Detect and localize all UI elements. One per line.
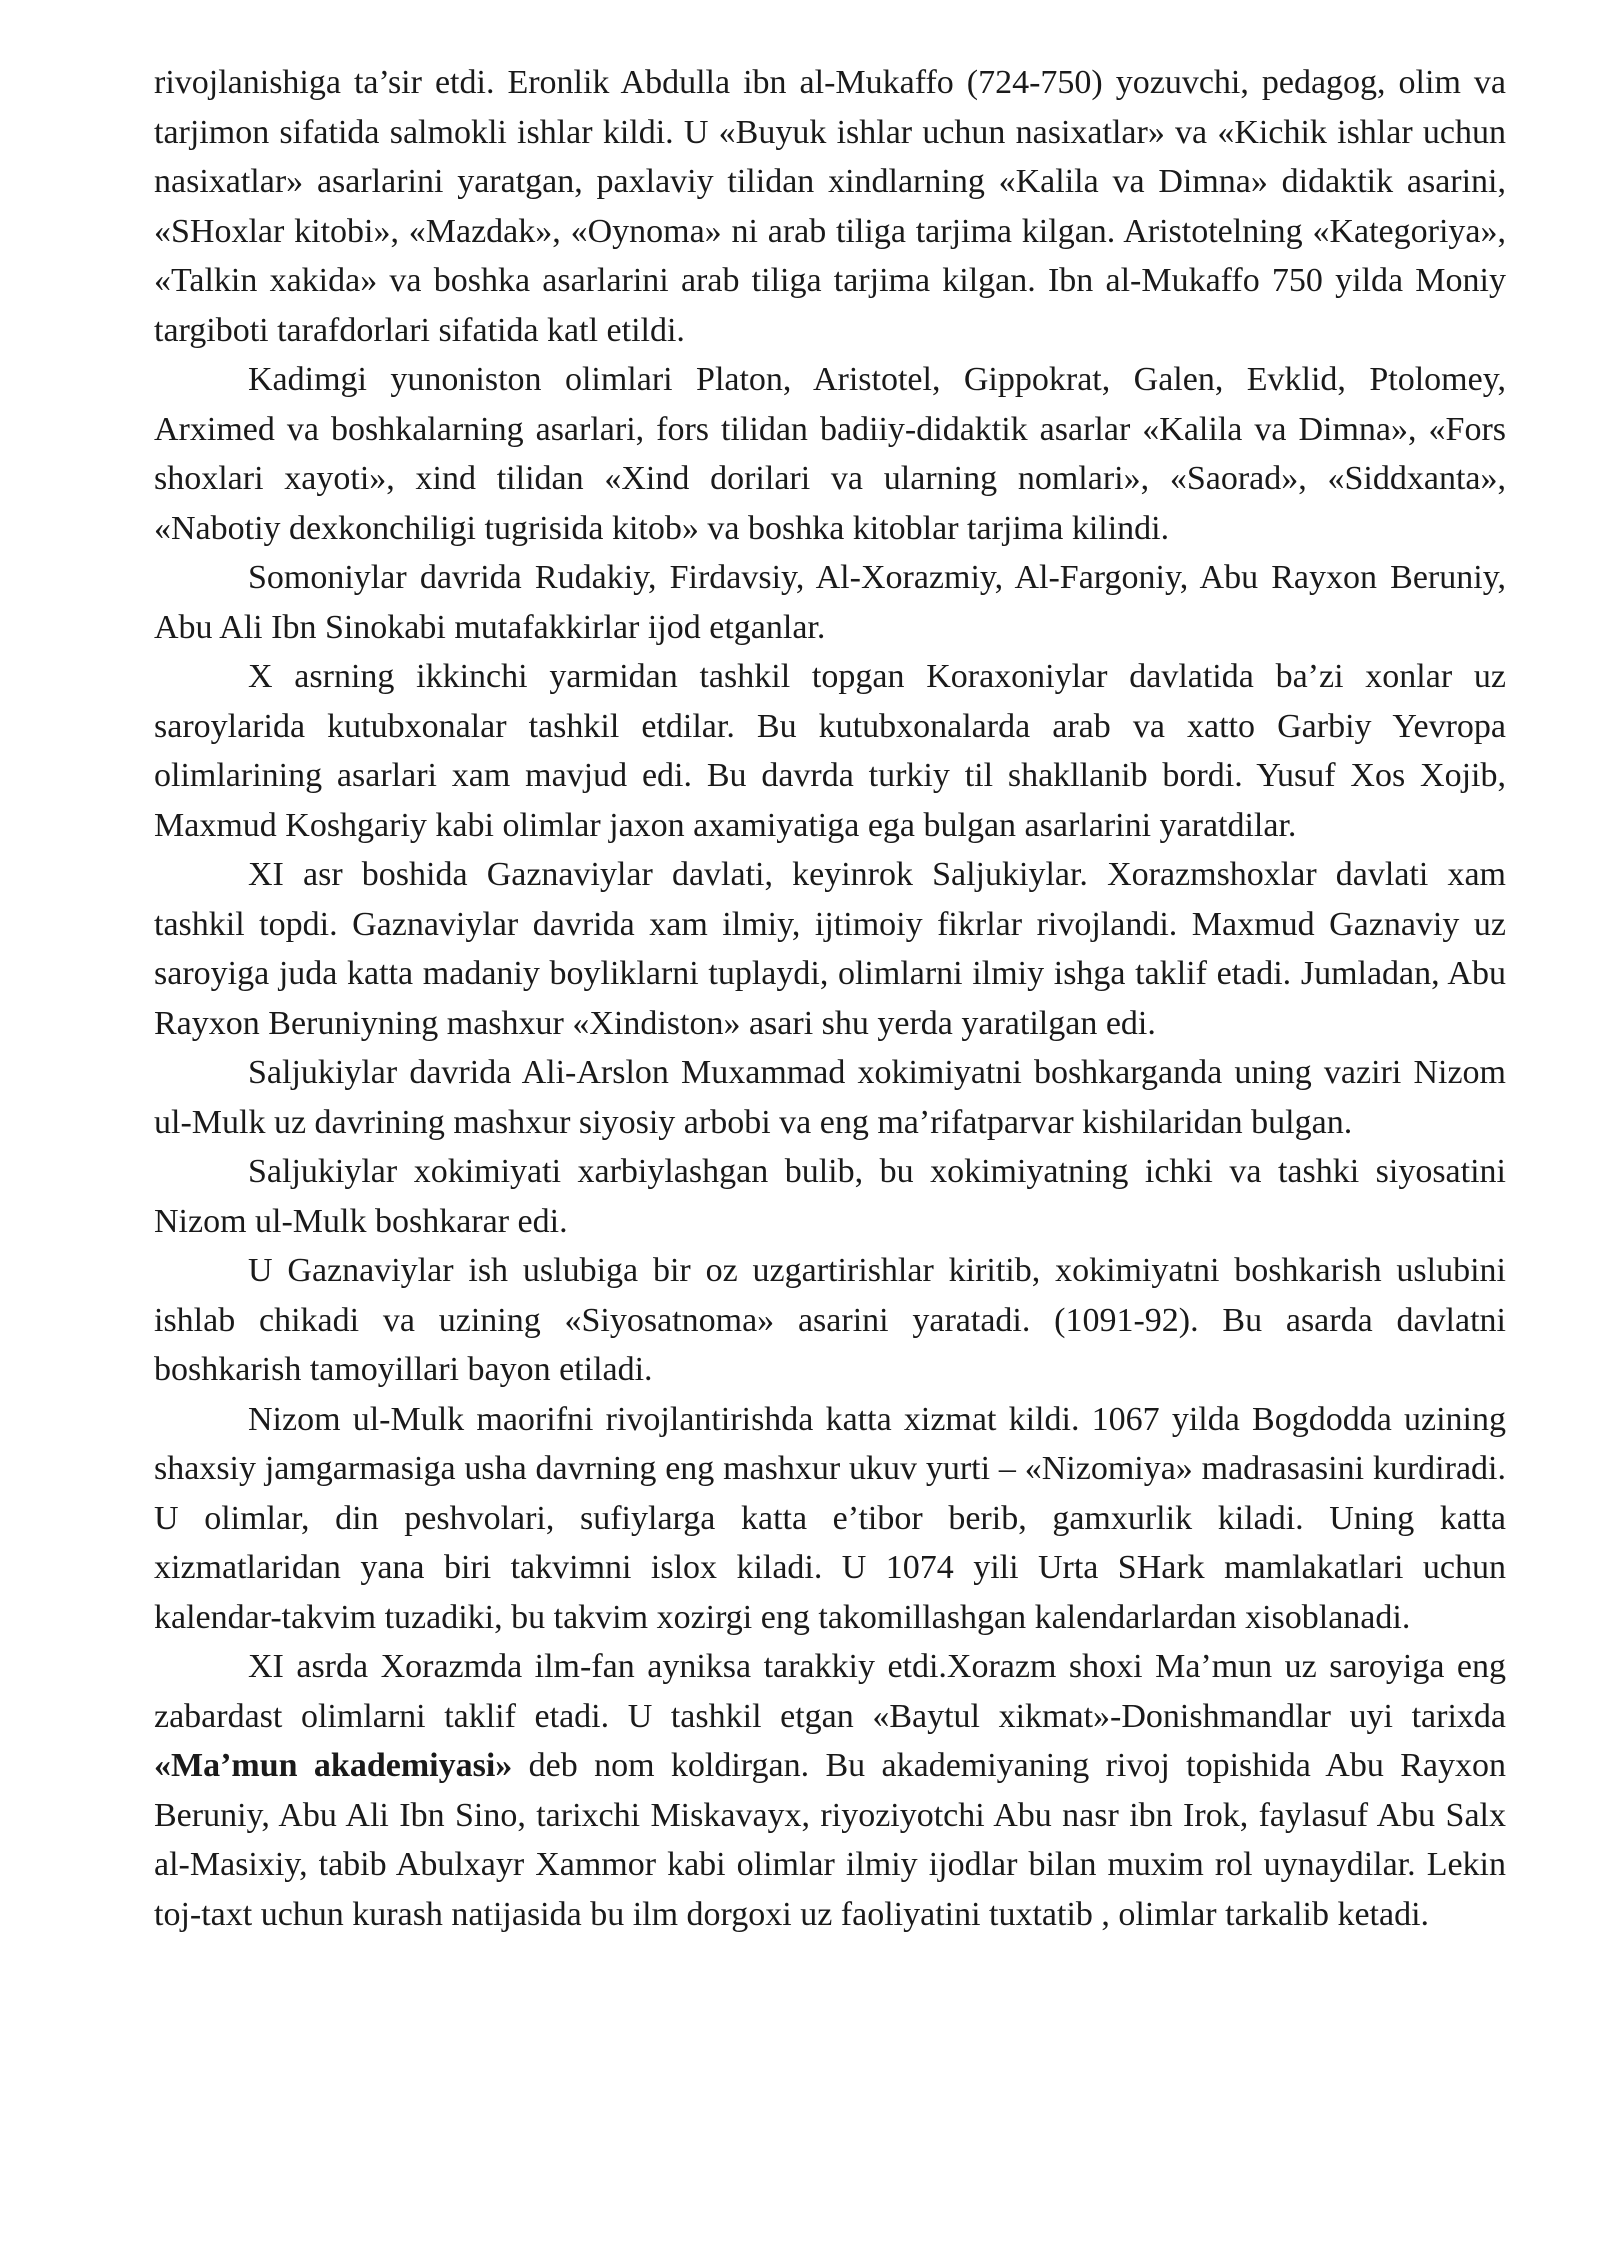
mamun-academy-title: «Ma’mun akademiyasi» (154, 1747, 513, 1784)
document-page (154, 58, 1506, 1939)
paragraph-gaznaviylar: XI asr boshida Gaznaviylar davlati, keyinrok Saljukiylar. Xorazmshoxlar davlati xam tashkil topdi. Gaznaviylar davrida xam ilmiy, ijtimoiy fikrlar rivojlandi. Maxmud Gaznaviy uz saroyiga juda katta madaniy boyliklarni tuplaydi, olimlarni ilmiy ishga taklif etadi. Jumladan, Abu Rayxon Beruniyning mashxur «Xindiston» asari shu yerda yaratilgan edi. (154, 856, 1506, 1042)
paragraph-mamun-academy (154, 1642, 1506, 1939)
paragraph-mamun-text-before: XI asrda Xorazmda ilm-fan ayniksa tarakkiy etdi.Xorazm shoxi Ma’mun uz saroyiga eng zabardast olimlarni taklif etadi. U tashkil etgan «Baytul xikmat»-Donishmandlar uyi tarixda (154, 1648, 1506, 1735)
paragraph-saljukiylar: Saljukiylar davrida Ali-Arslon Muxammad xokimiyatni boshkarganda uning vaziri Nizom ul-Mulk uz davrining mashxur siyosiy arbobi va eng ma’rifatparvar kishilaridan bulgan. (154, 1054, 1506, 1141)
paragraph-saljukiylar-power: Saljukiylar xokimiyati xarbiylashgan bulib, bu xokimiyatning ichki va tashki siyosatini Nizom ul-Mulk boshkarar edi. (154, 1153, 1506, 1240)
paragraph-siyosatnoma: U Gaznaviylar ish uslubiga bir oz uzgartirishlar kiritib, xokimiyatni boshkarish uslubini ishlab chikadi va uzining «Siyosatnoma» asarini yaratadi. (1091-92). Bu asarda davlatni boshkarish tamoyillari bayon etiladi. (154, 1252, 1506, 1388)
paragraph-nizom-ul-mulk: Nizom ul-Mulk maorifni rivojlantirishda katta xizmat kildi. 1067 yilda Bogdodda uzining shaxsiy jamgarmasiga usha davrning eng mashxur ukuv yurti – «Nizomiya» madrasasini kurdiradi. U olimlar, din peshvolari, sufiylarga katta e’tibor berib, gamxurlik kiladi. Uning katta xizmatlaridan yana biri takvimni islox kiladi. U 1074 yili Urta SHark mamlakatlari uchun kalendar-takvim tuzadiki, bu takvim xozirgi eng takomillashgan kalendarlardan xisoblanadi. (154, 1400, 1506, 1636)
paragraph-translations: Kadimgi yunoniston olimlari Platon, Aristotel, Gippokrat, Galen, Evklid, Ptolomey, Arximed va boshkalarning asarlari, fors tilidan badiiy-didaktik asarlar «Kalila va Dimna», «Fors shoxlari xayoti», xind tilidan «Xind dorilari va ularning nomlari», «Saorad», «Siddxanta», «Nabotiy dexkonchiligi tugrisida kitob» va boshka kitoblar tarjima kilindi. (154, 361, 1506, 547)
paragraph-continuation: rivojlanishiga ta’sir etdi. Eronlik Abdulla ibn al-Mukaffo (724-750) yozuvchi, pedagog, olim va tarjimon sifatida salmokli ishlar kildi. U «Buyuk ishlar uchun nasixatlar» va «Kichik ishlar uchun nasixatlar» asarlarini yaratgan, paxlaviy tilidan xindlarning «Kalila va Dimna» didaktik asarini, «SHoxlar kitobi», «Mazdak», «Oynoma» ni arab tiliga tarjima kilgan. Aristotelning «Kategoriya», «Talkin xakida» va boshka asarlarini arab tiliga tarjima kilgan. Ibn al-Mukaffo 750 yilda Moniy targiboti tarafdorlari sifatida katl etildi. (154, 64, 1506, 349)
paragraph-mamun-text-after: deb nom koldirgan. Bu akademiyaning rivoj topishida Abu Rayxon Beruniy, Abu Ali Ibn Sino, tarixchi Miskavayx, riyoziyotchi Abu nasr ibn Irok, faylasuf Abu Salx al-Masixiy, tabib Abulxayr Xammor kabi olimlar ilmiy ijodlar bilan muxim rol uynaydilar. Lekin toj-taxt uchun kurash natijasida bu ilm dorgoxi uz faoliyatini tuxtatib , olimlar tarkalib ketadi. (154, 1747, 1506, 1933)
paragraph-koraxoniylar: X asrning ikkinchi yarmidan tashkil topgan Koraxoniylar davlatida ba’zi xonlar uz saroylarida kutubxonalar tashkil etdilar. Bu kutubxonalarda arab va xatto Garbiy Yevropa olimlarining asarlari xam mavjud edi. Bu davrda turkiy til shakllanib bordi. Yusuf Xos Xojib, Maxmud Koshgariy kabi olimlar jaxon axamiyatiga ega bulgan asarlarini yaratdilar. (154, 658, 1506, 844)
paragraph-somoniylar: Somoniylar davrida Rudakiy, Firdavsiy, Al-Xorazmiy, Al-Fargoniy, Abu Rayxon Beruniy, Abu Ali Ibn Sinokabi mutafakkirlar ijod etganlar. (154, 559, 1506, 646)
